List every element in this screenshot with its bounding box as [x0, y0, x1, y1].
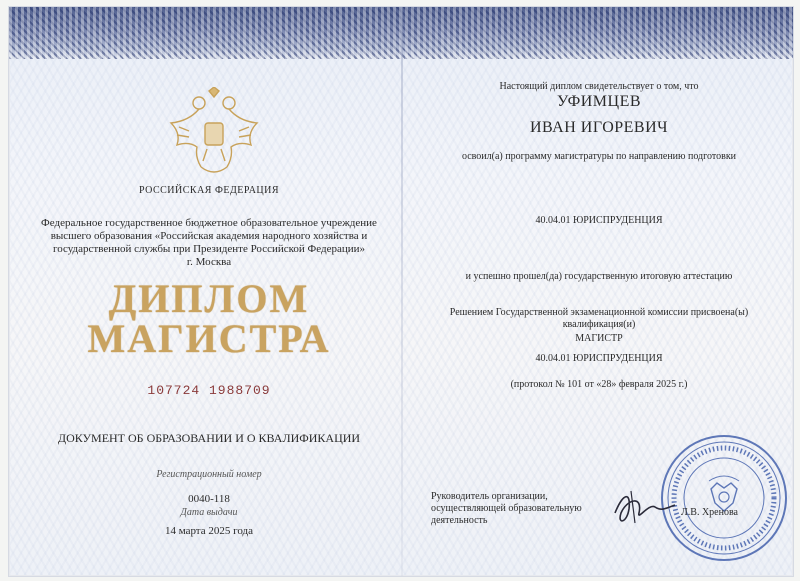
document-type: ДОКУМЕНТ ОБ ОБРАЗОВАНИИ И О КВАЛИФИКАЦИИ [57, 431, 361, 445]
organization-name: Федеральное государственное бюджетное образовательное учреждение высшего образования «Российская академия народного хозяйства и государственной службы при Президенте Российской Федерации» [41, 217, 377, 255]
registration-number: 0040-118 [188, 493, 230, 505]
diploma-title-line2: МАГИСТРА [87, 316, 331, 361]
head-of-organization-name: Л.В. Хренова [681, 507, 738, 518]
graduate-surname: УФИМЦЕВ [556, 93, 642, 110]
graduate-given-names: ИВАН ИГОРЕВИЧ [529, 119, 669, 136]
double-headed-eagle-icon [159, 87, 269, 179]
city-label: г. Москва [186, 256, 232, 268]
center-fold [401, 7, 403, 576]
commission-decision-text: Решением Государственной экзаменационной комиссии присвоена(ы) квалификация(и) [449, 307, 749, 330]
country-label: РОССИЙСКАЯ ФЕДЕРАЦИЯ [138, 185, 280, 196]
program-code-name: 40.04.01 ЮРИСПРУДЕНЦИЯ [535, 215, 663, 226]
attestation-passed-text: и успешно прошел(да) государственную итоговую аттестацию [465, 271, 733, 282]
diploma-serial-number: 107724 1988709 [147, 383, 271, 398]
issue-date: 14 марта 2025 года [164, 525, 254, 537]
issue-date-caption: Дата выдачи [180, 507, 238, 518]
program-mastered-text: освоил(а) программу магистратуры по направлению подготовки [461, 151, 737, 162]
head-of-organization-title: Руководитель организации, осуществляющей образовательную деятельность [431, 491, 582, 526]
protocol-reference: (протокол № 101 от «28» февраля 2025 г.) [510, 379, 688, 390]
certifies-intro: Настоящий диплом свидетельствует о том, что [499, 81, 699, 92]
handwritten-signature [609, 483, 679, 531]
diploma-title-line1: ДИПЛОМ [108, 276, 310, 321]
qualification-program: 40.04.01 ЮРИСПРУДЕНЦИЯ [535, 353, 663, 364]
qualification-awarded: МАГИСТР [575, 333, 623, 344]
diploma-sheet [8, 6, 794, 577]
registration-number-caption: Регистрационный номер [156, 469, 262, 480]
